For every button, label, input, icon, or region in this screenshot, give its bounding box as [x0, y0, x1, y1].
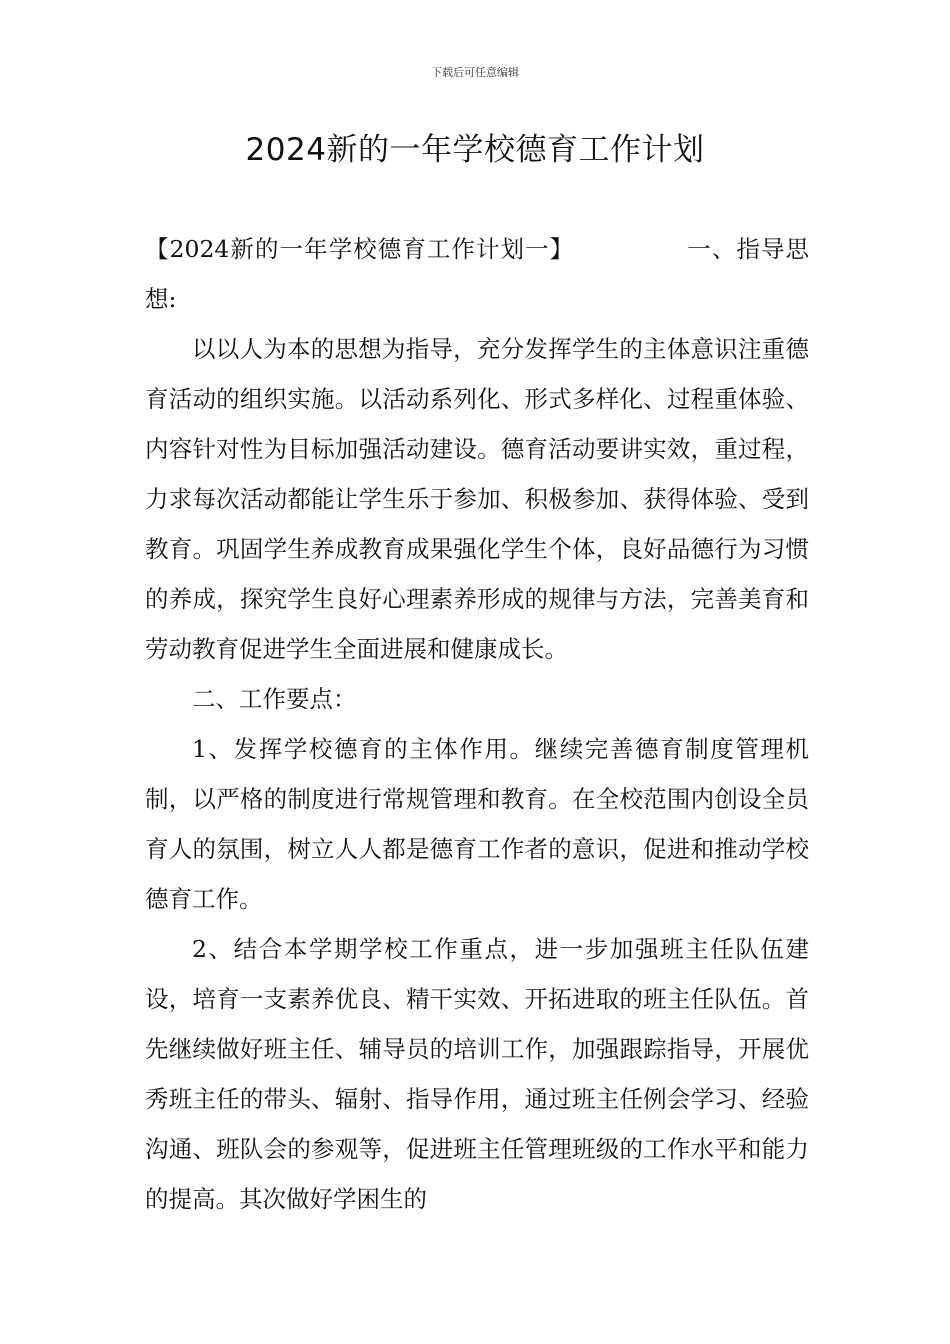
paragraph-point-2: 2、结合本学期学校工作重点，进一步加强班主任队伍建设，培育一支素养优良、精干实效、开拓进取的班主任队伍。首先继续做好班主任、辅导员的培训工作，加强跟踪指导，开展优秀班主任的带头、辐射、指导作用，通过班主任例会学习、经验沟通、班队会的参观等，促进班主任管理班级的工作水平和能力的提高。其次做好学困生的 — [145, 935, 809, 1213]
document-body — [145, 224, 809, 1224]
heading-work-points: 二、工作要点： — [192, 685, 357, 713]
paragraph-point-1: 1、发挥学校德育的主体作用。继续完善德育制度管理机制，以严格的制度进行常规管理和教育。在全校范围内创设全员育人的氛围，树立人人都是德育工作者的意识，促进和推动学校德育工作。 — [145, 735, 809, 913]
document-title: 2024新的一年学校德育工作计划 — [245, 132, 705, 168]
header-note: 下载后可任意编辑 — [431, 66, 519, 79]
paragraph-guiding-ideology: 以以人为本的思想为指导，充分发挥学生的主体意识注重德育活动的组织实施。以活动系列化、形式多样化、过程重体验、内容针对性为目标加强活动建设。德育活动要讲实效，重过程，力求每次活动都能让学生乐于参加、积极参加、获得体验、受到教育。巩固学生养成教育成果强化学生个体，良好品德行为习惯的养成，探究学生良好心理素养形成的规律与方法，完善美育和劳动教育促进学生全面进展和健康成长。 — [145, 335, 809, 663]
section-label: 【2024新的一年学校德育工作计划一】 — [145, 235, 575, 263]
heading-guiding-ideology: 一、指导思想: — [145, 235, 810, 313]
section-intro-line — [145, 224, 809, 324]
